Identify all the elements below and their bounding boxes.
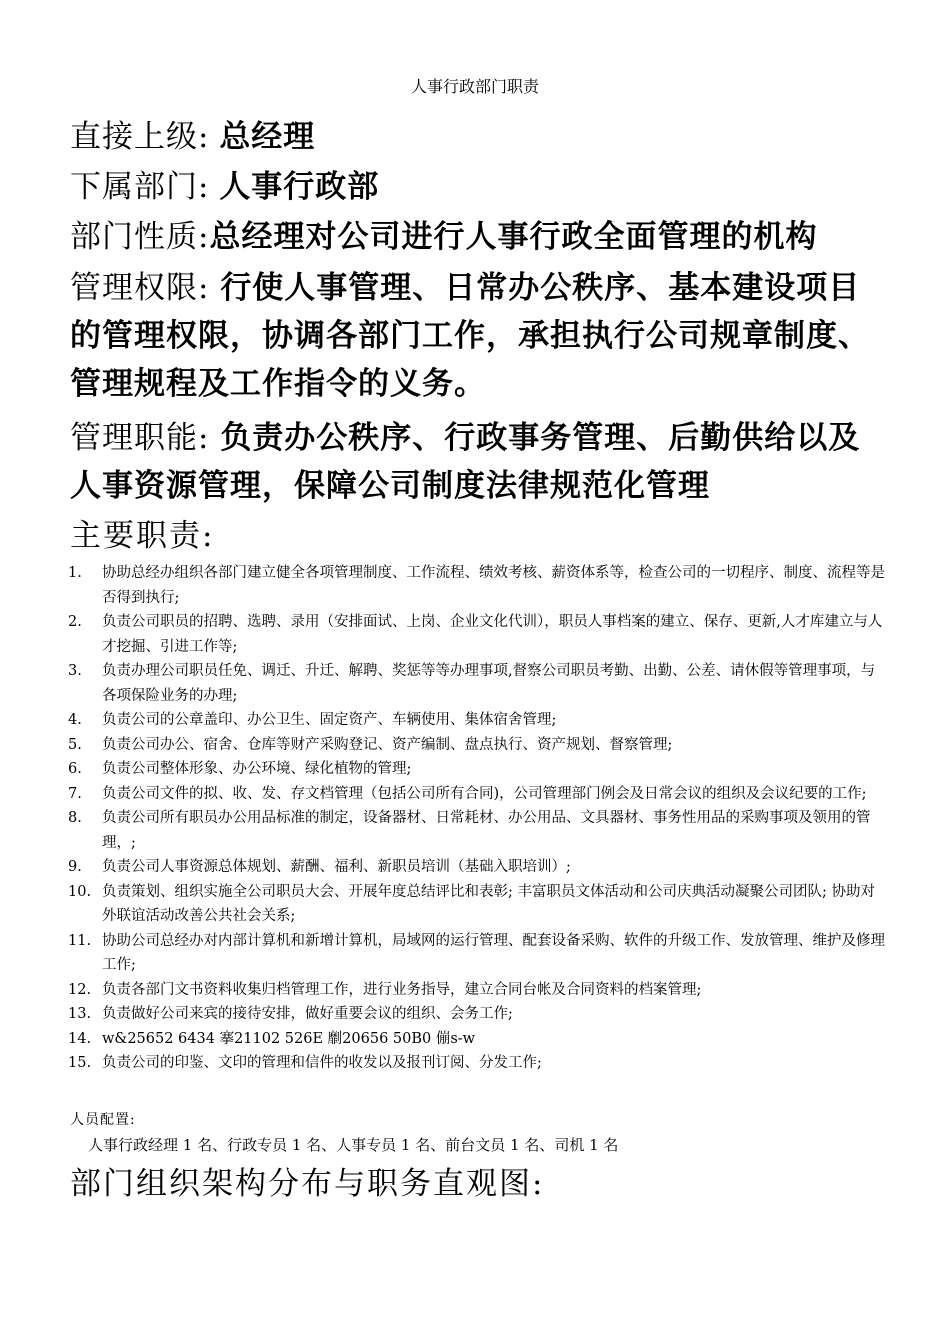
duty-item [68,855,888,880]
duties-heading: 主要职责: [70,518,215,554]
authority-paragraph [70,264,882,408]
subordinate-line [70,163,379,211]
duty-item [68,610,888,659]
duties-list [68,561,888,1076]
duty-item [68,782,888,807]
duty-item [68,561,888,610]
duty-text: 负责公司办公、宿舍、仓库等财产采购登记、资产编制、盘点执行、资产规划、督察管理; [102,736,673,753]
duty-number: 10. [68,883,92,900]
duty-item [68,757,888,782]
duty-number: 2. [68,614,82,630]
duty-number: 3. [68,663,82,679]
duty-number: 7. [68,785,82,802]
duty-text: 负责公司的印鉴、文印的管理和信件的收发以及报刊订阅、分发工作; [102,1055,542,1071]
nature-line [70,213,817,261]
duty-item [68,659,888,708]
functions-value: 负责办公秩序、行政事务管理、后勤供给以及人事资源管理，保障公司制度法律规范化管理 [70,420,861,504]
duty-number: 4. [68,712,82,728]
duty-number: 13. [68,1006,92,1022]
document-header-title: 人事行政部门职责 [410,77,539,96]
duty-number: 9. [68,859,82,875]
duty-text: 负责做好公司来宾的接待安排，做好重要会议的组织、会务工作; [102,1006,513,1022]
duty-text: 负责公司整体形象、办公环境、绿化植物的管理; [102,761,412,777]
duty-text: 负责策划、组织实施全公司职员大会、开展年度总结评比和表彰; 丰富职员文体活动和公司庆典活动凝聚公司团队; 协助对外联谊活动改善公共社会关系; [102,883,875,924]
duty-text: 负责公司文件的拟、收、发、存文档管理（包括公司所有合同)，公司管理部门例会及日常会议的组织及会议纪要的工作; [102,785,867,802]
duty-number: 1. [68,565,82,581]
functions-label: 管理职能: [70,420,210,456]
duty-number: 5. [68,736,82,753]
duty-item [68,806,888,855]
duty-item [68,1027,888,1052]
duty-item [68,733,888,758]
duty-text: w&25652 6434 搴21102 526E 劘20656 50B0 傰s-w [102,1030,476,1047]
duty-number: 11. [68,932,92,949]
superior-label: 直接上级: [70,119,210,155]
nature-label: 部门性质: [70,219,210,255]
superior-value: 总经理 [219,119,316,155]
duty-number: 6. [68,761,82,777]
duty-item [68,929,888,978]
duty-text: 负责公司人事资源总体规划、薪酬、福利、新职员培训（基础入职培训）; [102,859,571,875]
functions-paragraph [70,414,882,510]
duty-text: 负责办理公司职员任免、调迁、升迁、解聘、奖惩等等办理事项,督察公司职员考勤、出勤、公差、请休假等管理事项，与各项保险业务的办理; [102,663,876,704]
authority-label: 管理权限: [70,270,210,306]
superior-line [70,113,315,161]
duty-number: 14. [68,1030,92,1047]
duty-item [68,708,888,733]
staffing-label: 人员配置: [70,1112,136,1128]
duty-item [68,880,888,929]
duty-item [68,978,888,1003]
duty-text: 负责公司所有职员办公用品标准的制定，设备器材、日常耗材、办公用品、文具器材、事务性用品的采购事项及领用的管理，; [102,810,871,851]
duty-text: 负责公司职员的招聘、选聘、录用（安排面试、上岗、企业文化代训），职员人事档案的建立、保存、更新,人才库建立与人才挖掘、引进工作等; [102,614,883,655]
subordinate-value: 人事行政部 [219,169,380,205]
duty-item [68,1051,888,1076]
org-chart-title: 部门组织架构分布与职务直观图: [70,1166,545,1202]
duty-text: 负责公司的公章盖印、办公卫生、固定资产、车辆使用、集体宿舍管理; [102,712,557,728]
duty-text: 协助总经办组织各部门建立健全各项管理制度、工作流程、绩效考核、薪资体系等，检查公司的一切程序、制度、流程等是否得到执行; [102,565,885,606]
duty-number: 12. [68,981,92,998]
duty-text: 负责各部门文书资料收集归档管理工作，进行业务指导，建立合同台帐及合同资料的档案管理; [102,981,702,998]
subordinate-label: 下属部门: [70,169,210,205]
staffing-text: 人事行政经理 1 名、行政专员 1 名、人事专员 1 名、前台文员 1 名、司机 1 名 [88,1136,619,1154]
duty-number: 15. [68,1055,92,1071]
authority-value: 行使人事管理、日常办公秩序、基本建设项目的管理权限，协调各部门工作，承担执行公司规章制度、管理规程及工作指令的义务。 [70,270,870,402]
nature-value: 总经理对公司进行人事行政全面管理的机构 [209,219,818,255]
duty-number: 8. [68,810,82,826]
duty-item [68,1002,888,1027]
duty-text: 协助公司总经办对内部计算机和新增计算机，局域网的运行管理、配套设备采购、软件的升级工作、发放管理、维护及修理工作; [102,932,885,973]
